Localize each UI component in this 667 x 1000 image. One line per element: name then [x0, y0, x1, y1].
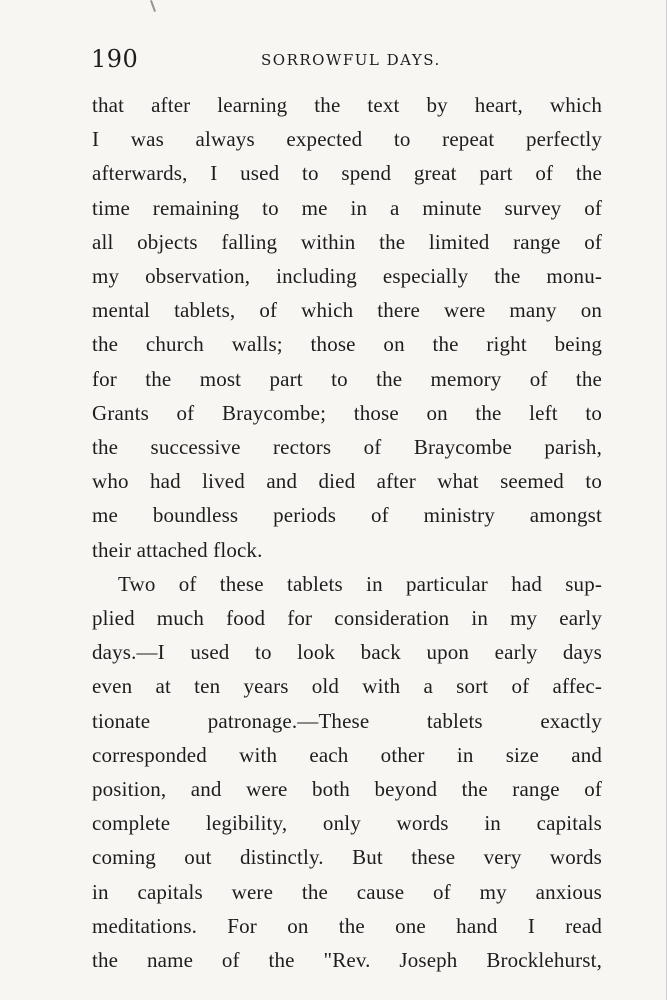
text-line: all objects falling within the limited range of: [92, 229, 602, 254]
text-line: Grants of Braycombe; those on the left to: [92, 400, 602, 425]
text-line: the successive rectors of Braycombe parish,: [92, 435, 602, 460]
text-line: their attached flock.: [92, 537, 263, 562]
text-line: complete legibility, only words in capitals: [92, 811, 602, 836]
text-line: meditations. For on the one hand I read: [92, 913, 602, 938]
text-line: tionate patronage.—These tablets exactly: [92, 708, 602, 733]
running-title: SORROWFUL DAYS.: [261, 51, 441, 69]
text-line: time remaining to me in a minute survey of: [92, 195, 602, 220]
text-line: I was always expected to repeat perfectly: [92, 127, 602, 152]
text-line: corresponded with each other in size and: [92, 742, 602, 767]
text-line: coming out distinctly. But these very words: [92, 845, 602, 870]
text-line: Two of these tablets in particular had sup-: [118, 571, 602, 596]
page-mark: [150, 0, 156, 12]
text-line: afterwards, I used to spend great part of the: [92, 161, 602, 186]
text-line: mental tablets, of which there were many on: [92, 298, 602, 323]
body-text: [92, 88, 602, 977]
text-line: position, and were both beyond the range of: [92, 777, 602, 802]
page-number: 190: [91, 45, 139, 73]
page-header: [91, 42, 601, 76]
text-line: my observation, including especially the monu-: [92, 264, 602, 289]
text-line: the name of the "Rev. Joseph Brocklehurst,: [92, 948, 602, 973]
text-line: plied much food for consideration in my early: [92, 606, 602, 631]
text-line: days.—I used to look back upon early days: [92, 640, 602, 665]
text-line: who had lived and died after what seemed to: [92, 469, 602, 494]
text-line: in capitals were the cause of my anxious: [92, 879, 602, 904]
text-line: even at ten years old with a sort of affec-: [92, 674, 602, 699]
text-line: me boundless periods of ministry amongst: [92, 503, 602, 528]
text-line: the church walls; those on the right being: [92, 332, 602, 357]
text-line: that after learning the text by heart, which: [92, 93, 602, 117]
text-line: for the most part to the memory of the: [92, 366, 602, 391]
